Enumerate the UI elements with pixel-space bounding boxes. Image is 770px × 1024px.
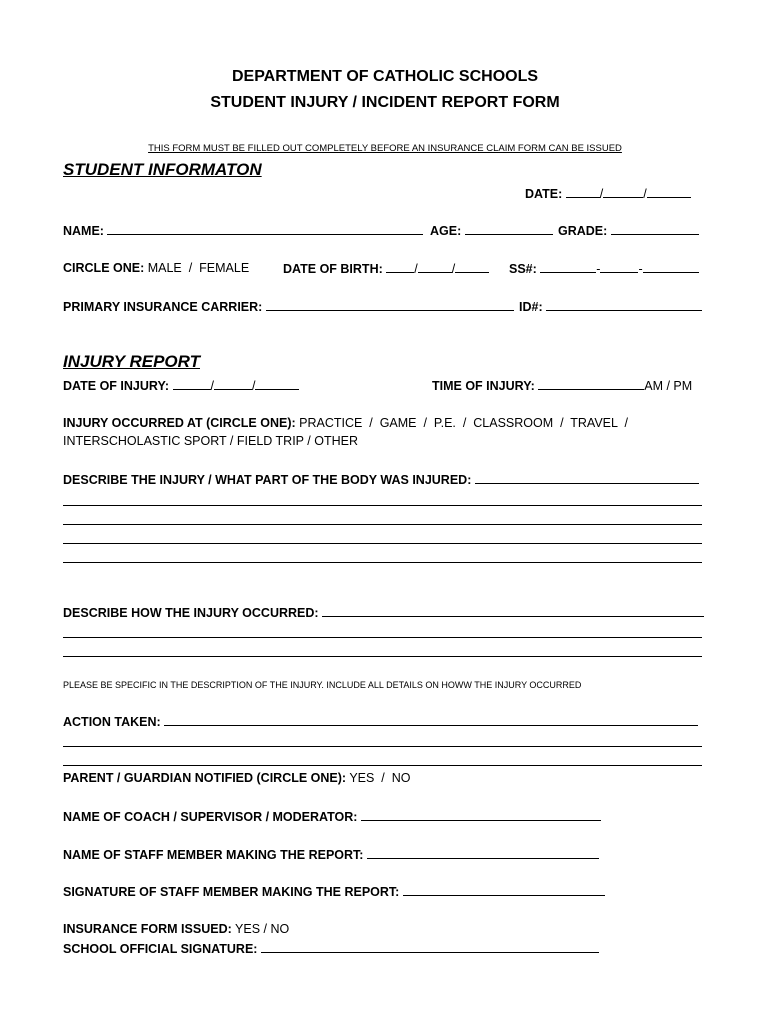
describe-injury-field[interactable] — [63, 471, 699, 488]
time-of-injury-label: TIME OF INJURY: — [432, 379, 535, 393]
date-of-injury-field[interactable]: DATE OF INJURY: / / — [63, 377, 299, 394]
coach-field[interactable] — [63, 808, 601, 825]
how-injury-line-1[interactable] — [63, 637, 702, 638]
staff-name-label: NAME OF STAFF MEMBER MAKING THE REPORT: — [63, 848, 364, 862]
describe-injury-line-2[interactable] — [63, 524, 702, 525]
staff-signature-field[interactable] — [63, 883, 605, 900]
grade-field[interactable] — [558, 222, 699, 239]
sex-options[interactable]: MALE / FEMALE — [147, 261, 250, 275]
coach-label: NAME OF COACH / SUPERVISOR / MODERATOR: — [63, 810, 358, 824]
injury-location-field[interactable] — [63, 415, 628, 431]
date-of-injury-label: DATE OF INJURY: — [63, 379, 170, 393]
action-taken-line-1[interactable] — [63, 746, 702, 747]
describe-injury-line-4[interactable] — [63, 562, 702, 563]
name-field[interactable] — [63, 222, 423, 239]
describe-injury-line-1[interactable] — [63, 505, 702, 506]
sex-field[interactable] — [63, 260, 249, 276]
official-signature-label: SCHOOL OFFICIAL SIGNATURE: — [63, 942, 258, 956]
time-of-injury-field[interactable] — [432, 377, 692, 394]
insurance-issued-label: INSURANCE FORM ISSUED: — [63, 922, 232, 936]
insurance-issued-options[interactable]: YES / NO — [235, 922, 290, 936]
staff-name-field[interactable] — [63, 846, 599, 863]
how-injury-field[interactable] — [63, 604, 704, 621]
form-notice: THIS FORM MUST BE FILLED OUT COMPLETELY BEFORE AN INSURANCE CLAIM FORM CAN BE ISSUED — [148, 143, 622, 154]
injury-location-options-2[interactable]: INTERSCHOLASTIC SPORT / FIELD TRIP / OTHER — [63, 434, 358, 448]
action-taken-field[interactable] — [63, 713, 698, 730]
circle-one-label: CIRCLE ONE: — [63, 261, 145, 275]
action-taken-line-2[interactable] — [63, 765, 702, 766]
id-field[interactable] — [519, 298, 702, 315]
ssn-label: SS#: — [509, 262, 537, 276]
how-injury-label: DESCRIBE HOW THE INJURY OCCURRED: — [63, 606, 319, 620]
ssn-field[interactable]: SS#: - - — [509, 260, 699, 277]
parent-notified-field[interactable] — [63, 770, 410, 786]
describe-injury-label: DESCRIBE THE INJURY / WHAT PART OF THE BODY WAS INJURED: — [63, 473, 472, 487]
insurance-issued-field[interactable] — [63, 921, 289, 937]
date-label: DATE: — [525, 187, 563, 201]
parent-notified-label: PARENT / GUARDIAN NOTIFIED (CIRCLE ONE): — [63, 771, 347, 785]
ampm-options[interactable]: AM / PM — [644, 379, 693, 393]
id-label: ID#: — [519, 300, 543, 314]
form-title-line1: DEPARTMENT OF CATHOLIC SCHOOLS — [231, 68, 539, 85]
parent-notified-options[interactable]: YES / NO — [349, 771, 411, 785]
injury-location-options[interactable]: PRACTICE / GAME / P.E. / CLASSROOM / TRAVEL / — [299, 416, 628, 430]
form-title-line2: STUDENT INJURY / INCIDENT REPORT FORM — [210, 94, 560, 111]
injury-report-heading: INJURY REPORT — [63, 352, 200, 371]
insurance-carrier-field[interactable] — [63, 298, 514, 315]
name-label: NAME: — [63, 224, 104, 238]
official-signature-field[interactable] — [63, 940, 599, 957]
age-label: AGE: — [430, 224, 462, 238]
action-taken-label: ACTION TAKEN: — [63, 715, 161, 729]
age-field[interactable] — [430, 222, 553, 239]
dob-field[interactable]: DATE OF BIRTH: / / — [283, 260, 489, 277]
student-info-heading: STUDENT INFORMATON — [63, 160, 262, 179]
date-field[interactable]: DATE: / / — [525, 185, 691, 202]
how-injury-line-2[interactable] — [63, 656, 702, 657]
dob-label: DATE OF BIRTH: — [283, 262, 383, 276]
injury-location-label: INJURY OCCURRED AT (CIRCLE ONE): — [63, 416, 296, 430]
specific-note: PLEASE BE SPECIFIC IN THE DESCRIPTION OF THE INJURY. INCLUDE ALL DETAILS ON HOWW THE INJURY OCCURRED — [63, 680, 582, 690]
describe-injury-line-3[interactable] — [63, 543, 702, 544]
staff-signature-label: SIGNATURE OF STAFF MEMBER MAKING THE REPORT: — [63, 885, 400, 899]
grade-label: GRADE: — [558, 224, 608, 238]
insurance-carrier-label: PRIMARY INSURANCE CARRIER: — [63, 300, 263, 314]
